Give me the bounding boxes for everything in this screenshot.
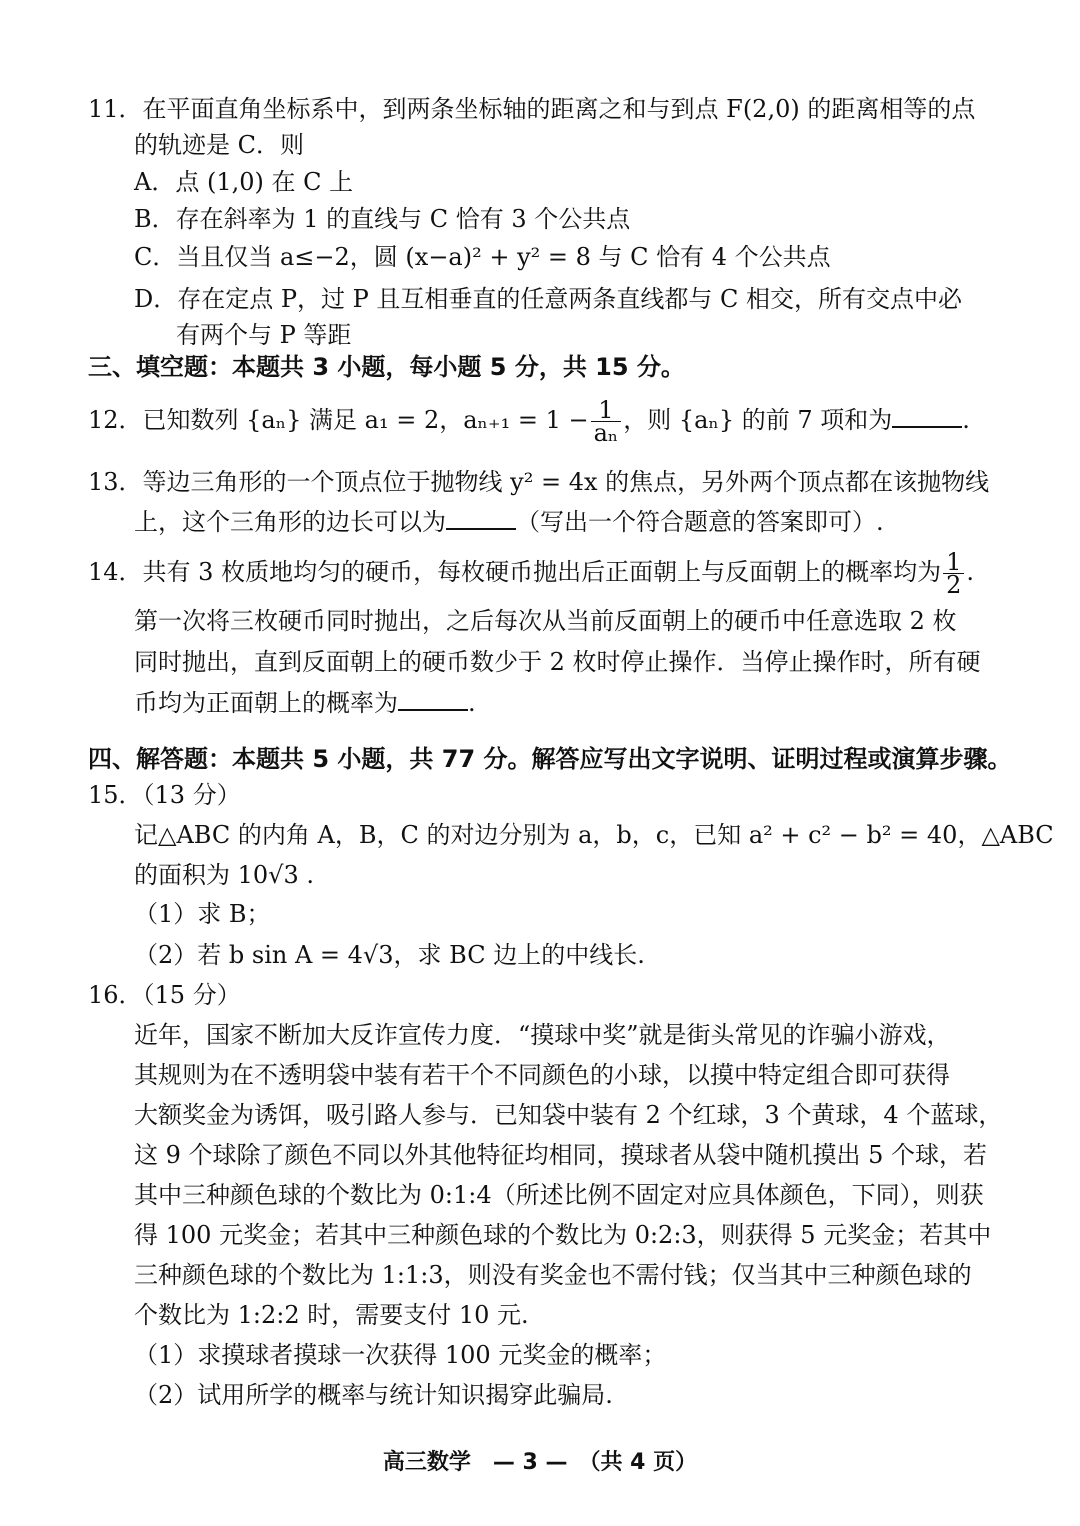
page-footer: 高三数学 — 3 — （共 4 页） <box>382 1450 698 1475</box>
q14-line-4 <box>134 686 476 720</box>
q14-frac-den: 2 <box>946 571 962 599</box>
q12-frac-den: aₙ <box>593 419 619 447</box>
q13-answer-blank[interactable] <box>446 508 516 530</box>
q16-part-1: （1）求摸球者摸球一次获得 100 元奖金的概率； <box>134 1341 667 1369</box>
section-4-heading: 四、解答题：本题共 5 小题，共 77 分。解答应写出文字说明、证明过程或演算步骤。 <box>88 745 1012 773</box>
q16-line-5: 其中三种颜色球的个数比为 0:1:4（所述比例不固定对应具体颜色，下同），则获 <box>134 1181 984 1209</box>
q15-part-1: （1）求 B； <box>134 900 271 928</box>
q13-line-2b: （写出一个符合题意的答案即可）. <box>516 508 884 536</box>
q12-answer-blank[interactable] <box>892 406 962 428</box>
q11-line-2: 的轨迹是 C．则 <box>134 131 304 159</box>
q11-option-b: B．存在斜率为 1 的直线与 C 恰有 3 个公共点 <box>134 205 631 233</box>
q11-option-d-line-1: D．存在定点 P，过 P 且互相垂直的任意两条直线都与 C 相交，所有交点中必 <box>134 285 963 313</box>
q16-line-1: 近年，国家不断加大反诈宣传力度．“摸球中奖”就是街头常见的诈骗小游戏， <box>134 1021 951 1049</box>
q14-fraction <box>943 548 964 599</box>
q12-fraction <box>591 396 622 447</box>
q16-line-7: 三种颜色球的个数比为 1:1:3，则没有奖金也不需付钱；仅当其中三种颜色球的 <box>134 1261 972 1289</box>
section-3-heading: 三、填空题：本题共 3 小题，每小题 5 分，共 15 分。 <box>88 353 685 381</box>
q11-option-d-line-2: 有两个与 P 等距 <box>176 321 352 349</box>
q11-option-a: A．点 (1,0) 在 C 上 <box>134 168 354 196</box>
q12-post: ，则 {aₙ} 的前 7 项和为 <box>623 406 893 434</box>
q12-frac-num: 1 <box>591 399 622 422</box>
q16-line-6: 得 100 元奖金；若其中三种颜色球的个数比为 0:2:3，则获得 5 元奖金；若其中 <box>134 1221 992 1249</box>
q13-line-2a: 上，这个三角形的边长可以为 <box>134 508 446 536</box>
q16-line-4: 这 9 个球除了颜色不同以外其他特征均相同，摸球者从袋中随机摸出 5 个球，若 <box>134 1141 988 1169</box>
q14-line-2: 第一次将三枚硬币同时抛出，之后每次从当前反面朝上的硬币中任意选取 2 枚 <box>134 607 957 635</box>
q14-line-4-text: 币均为正面朝上的概率为 <box>134 689 398 717</box>
q14-line-1 <box>88 544 974 600</box>
q11-line-1: 11．在平面直角坐标系中，到两条坐标轴的距离之和与到点 F(2,0) 的距离相等的点 <box>88 95 976 123</box>
q14-line-3: 同时抛出，直到反面朝上的硬币数少于 2 枚时停止操作．当停止操作时，所有硬 <box>134 648 981 676</box>
q13-line-1: 13．等边三角形的一个顶点位于抛物线 y² = 4x 的焦点，另外两个顶点都在该抛物线 <box>88 468 990 496</box>
q13-line-2 <box>134 505 884 539</box>
q15-line-1: 记△ABC 的内角 A，B，C 的对边分别为 a，b，c，已知 a² + c² − b² = 40，△ABC <box>134 821 1054 849</box>
q16-line-2: 其规则为在不透明袋中装有若干个不同颜色的小球，以摸中特定组合即可获得 <box>134 1061 950 1089</box>
q15-part-2: （2）若 b sin A = 4√3，求 BC 边上的中线长. <box>134 941 645 969</box>
q12-line <box>88 392 970 448</box>
q14-frac-num: 1 <box>943 551 964 574</box>
q11-option-c: C．当且仅当 a≤−2，圆 (x−a)² + y² = 8 与 C 恰有 4 个公共点 <box>134 243 831 271</box>
q15-heading: 15．（13 分） <box>88 781 241 809</box>
q15-line-2: 的面积为 10√3 . <box>134 861 314 889</box>
q14-answer-blank[interactable] <box>398 689 468 711</box>
q16-heading: 16．（15 分） <box>88 981 241 1009</box>
q14-line-1-end: . <box>966 558 974 586</box>
q14-line-4-end: . <box>468 689 476 717</box>
q16-line-8: 个数比为 1:2:2 时，需要支付 10 元. <box>134 1301 529 1329</box>
q16-part-2: （2）试用所学的概率与统计知识揭穿此骗局. <box>134 1381 613 1409</box>
q14-line-1-text: 14．共有 3 枚质地均匀的硬币，每枚硬币抛出后正面朝上与反面朝上的概率均为 <box>88 558 942 586</box>
q16-line-3: 大额奖金为诱饵，吸引路人参与．已知袋中装有 2 个红球，3 个黄球，4 个蓝球， <box>134 1101 1003 1129</box>
q12-pre: 12．已知数列 {aₙ} 满足 a₁ = 2，aₙ₊₁ = 1 − <box>88 406 589 434</box>
q12-end: . <box>962 406 970 434</box>
